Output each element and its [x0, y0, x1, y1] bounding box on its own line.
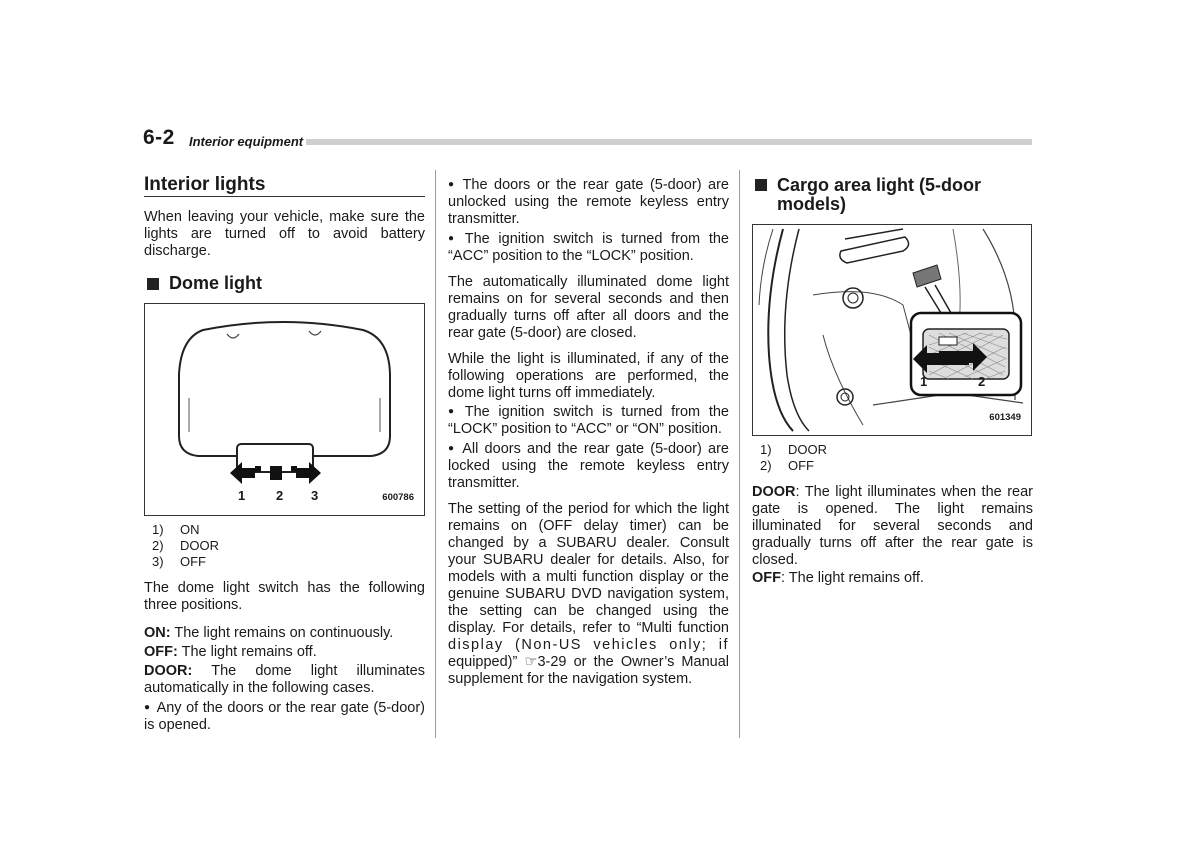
callout-2: 2 [978, 374, 986, 389]
intro-paragraph: When leaving your vehicle, make sure the lights are turned off to avoid battery discharge. [144, 209, 425, 259]
bullet-item: ● The ignition switch is turned from the “LOCK” position to “ACC” or “ON” position. [448, 404, 729, 437]
cargo-light-heading-text: Cargo area light (5-door models) [777, 175, 982, 214]
dome-legend [152, 522, 425, 570]
door-description: DOOR: The dome light illuminates automatically in the following cases. [144, 663, 425, 696]
heading-square-icon [147, 278, 159, 290]
off-description: OFF: The light remains off. [752, 570, 924, 586]
cargo-legend [760, 442, 1033, 474]
on-description: ON: The light remains on continuously. [144, 625, 394, 641]
section-title: Interior equipment [189, 134, 304, 149]
cargo-area-illustration [753, 225, 1031, 435]
callout-1: 1 [920, 374, 928, 389]
paragraph: While the light is illuminated, if any of the following operations are performed, the dome light turns off immediately. [448, 351, 729, 401]
column-divider-1 [435, 170, 436, 738]
legend-item: 1) DOOR [760, 442, 827, 457]
cargo-light-heading [752, 176, 1033, 214]
figure-code: 601349 [989, 412, 1021, 423]
dome-light-heading [144, 274, 425, 293]
callout-3: 3 [311, 488, 319, 503]
legend-item: 1) ON [152, 522, 200, 537]
page-title: Interior lights [144, 176, 425, 197]
column-2 [448, 176, 729, 696]
positions-paragraph: The dome light switch has the following three positions. [144, 580, 425, 613]
cargo-light-figure [752, 224, 1032, 436]
door-description: DOOR: The light illuminates when the rear gate is opened. The light remains illuminated for several seconds and gradually turns off after the rear gate is closed. [752, 484, 1033, 568]
bullet-item: ● The doors or the rear gate (5-door) are unlocked using the remote keyless entry transmitter. [448, 177, 729, 227]
column-divider-2 [739, 170, 740, 738]
header-rule [306, 139, 1032, 145]
off-description: OFF: The light remains off. [144, 644, 317, 660]
bullet-item: ● The ignition switch is turned from the “ACC” position to the “LOCK” position. [448, 231, 729, 264]
paragraph: The automatically illuminated dome light remains on for several seconds and then gradually turns off after all doors and the rear gate (5-door) are closed. [448, 274, 729, 341]
column-1 [144, 170, 425, 734]
heading-square-icon [755, 179, 767, 191]
column-3 [752, 176, 1033, 595]
bullet-item: ● All doors and the rear gate (5-door) are locked using the remote keyless entry transmitter. [448, 441, 729, 491]
callout-2: 2 [276, 488, 284, 503]
dome-light-figure [144, 303, 425, 516]
legend-item: 2) DOOR [152, 538, 219, 553]
dome-light-illustration [145, 304, 424, 515]
bullet-item: ● Any of the doors or the rear gate (5-door) is opened. [144, 700, 425, 733]
page-number: 6-2 [143, 126, 175, 149]
legend-item: 2) OFF [760, 458, 814, 473]
paragraph: The setting of the period for which the light remains on (OFF delay timer) can be changed by a SUBARU dealer. Consult your SUBARU dealer for details. Also, for models with a multi function display or the genuine SUBARU DVD navigation system, the setting can be changed using the display. For details, refer to “Multi function display (Non-US vehicles only; if equipped)” ☞3-29 or the Owner’s Manual supplement for the navigation system. [448, 501, 729, 687]
figure-code: 600786 [382, 492, 414, 503]
dome-light-heading-text: Dome light [169, 273, 262, 293]
callout-1: 1 [238, 488, 246, 503]
legend-item: 3) OFF [152, 554, 206, 569]
